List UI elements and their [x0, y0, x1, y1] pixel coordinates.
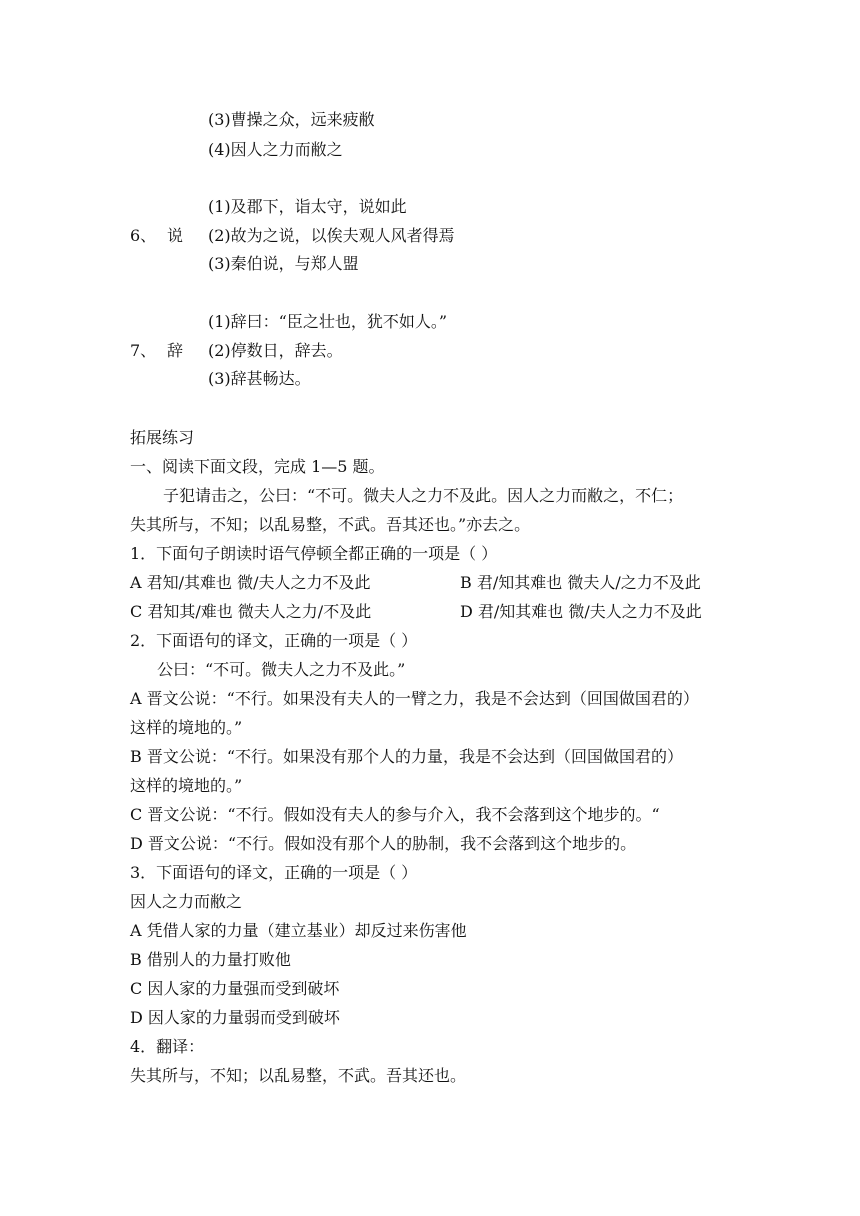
q3-option-d: D 因人家的力量弱而受到破坏	[130, 1008, 340, 1027]
part1-title: 一、阅读下面文段，完成 1—5 题。	[130, 457, 385, 476]
q3-quote: 因人之力而敝之	[130, 892, 243, 911]
q3-option-a: A 凭借人家的力量（建立基业）却反过来伤害他	[130, 921, 467, 940]
q2-option-b-line2: 这样的境地的。”	[130, 776, 243, 795]
q2-option-a-line1: A 晋文公说：“不行。如果没有夫人的一臂之力，我是不会达到（回国做国君的）	[130, 689, 699, 708]
q2-option-d: D 晋文公说：“不行。假如没有那个人的胁制，我不会落到这个地步的。	[130, 834, 637, 853]
q2-option-b-line1: B 晋文公说：“不行。如果没有那个人的力量，我是不会达到（回国做国君的）	[130, 747, 684, 766]
vocab-sense-line: (4)因人之力而敝之	[208, 140, 343, 159]
passage-line-2: 失其所与，不知；以乱易整，不武。吾其还也。”亦去之。	[130, 515, 531, 534]
q3-stem: 3．下面语句的译文，正确的一项是（ ）	[130, 863, 418, 882]
item6-number: 6、	[130, 226, 157, 245]
item7-word: 辞	[167, 341, 184, 360]
q2-option-c: C 晋文公说：“不行。假如没有夫人的参与介入，我不会落到这个地步的。“	[130, 805, 660, 824]
q1-option-a: A 君知/其难也 微/夫人之力不及此	[130, 573, 371, 592]
q1-stem: 1．下面句子朗读时语气停顿全都正确的一项是（ ）	[130, 544, 498, 563]
item6-sense-1: (1)及郡下，诣太守，说如此	[208, 197, 407, 216]
passage-line-1: 子犯请击之，公曰：“不可。微夫人之力不及此。因人之力而敝之，不仁；	[163, 486, 684, 505]
item6-word: 说	[167, 226, 184, 245]
item6-sense-2: (2)故为之说，以俟夫观人风者得焉	[208, 226, 455, 245]
q2-quote: 公曰：“不可。微夫人之力不及此。”	[157, 660, 406, 679]
vocab-sense-line: (3)曹操之众，远来疲敝	[208, 110, 375, 129]
q1-option-b: B 君/知其难也 微夫人/之力不及此	[460, 573, 701, 592]
item7-number: 7、	[130, 341, 157, 360]
item7-sense-3: (3)辞甚畅达。	[208, 369, 311, 388]
q4-stem: 4．翻译：	[130, 1037, 205, 1056]
q3-option-b: B 借别人的力量打败他	[130, 950, 291, 969]
q3-option-c: C 因人家的力量强而受到破坏	[130, 979, 340, 998]
item7-sense-2: (2)停数日，辞去。	[208, 341, 343, 360]
item7-sense-1: (1)辞曰：“臣之壮也，犹不如人。”	[208, 312, 448, 331]
item6-sense-3: (3)秦伯说，与郑人盟	[208, 254, 359, 273]
section-title: 拓展练习	[130, 428, 195, 447]
q2-option-a-line2: 这样的境地的。”	[130, 718, 243, 737]
q4-quote: 失其所与，不知；以乱易整，不武。吾其还也。	[130, 1066, 467, 1085]
q1-option-d: D 君/知其难也 微/夫人之力不及此	[460, 602, 702, 621]
q1-option-c: C 君知其/难也 微夫人之力/不及此	[130, 602, 372, 621]
q2-stem: 2．下面语句的译文，正确的一项是（ ）	[130, 631, 418, 650]
